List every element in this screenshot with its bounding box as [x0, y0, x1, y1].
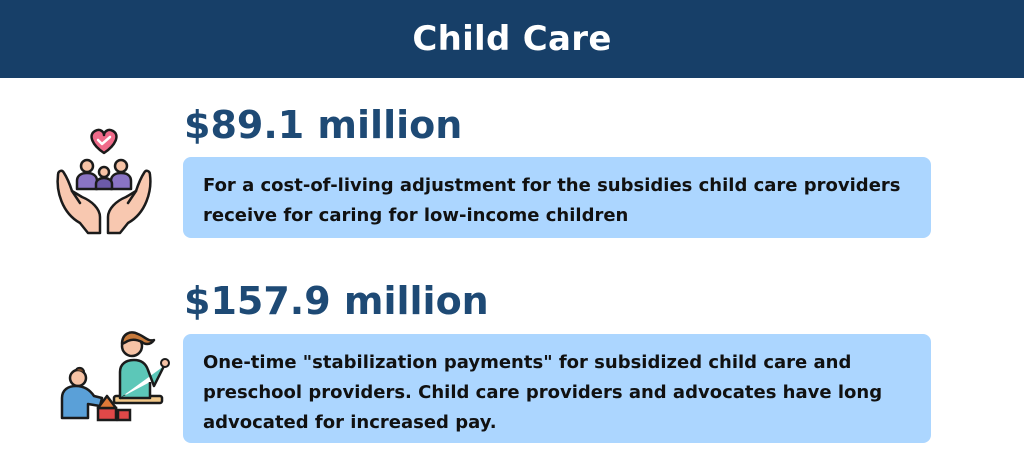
funding-description: For a cost-of-living adjustment for the subsidies child care providers receive for caring for low-income children — [183, 157, 931, 238]
hands-holding-family-heart-icon — [52, 127, 156, 239]
teacher-with-child-blocks-icon — [54, 326, 172, 426]
funding-amount: $157.9 million — [184, 279, 489, 323]
header-banner — [0, 0, 1024, 78]
funding-description: One-time "stabilization payments" for subsidized child care and preschool providers. Child care providers and advocates have long advocated for increased pay. — [183, 334, 931, 443]
page-title: Child Care — [412, 19, 612, 59]
funding-amount: $89.1 million — [184, 103, 463, 147]
